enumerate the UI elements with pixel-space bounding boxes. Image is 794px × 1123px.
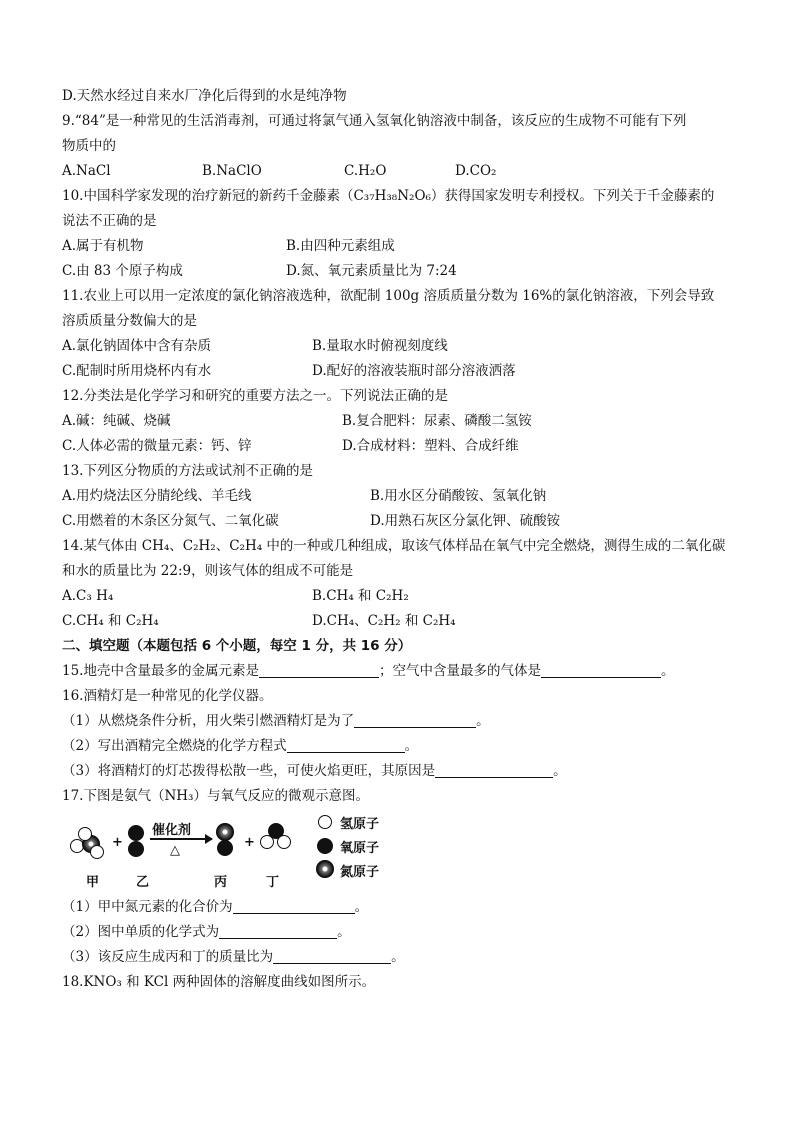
q15-text-a: 15.地壳中含量最多的金属元素是 [62, 663, 259, 679]
q14-option-c[interactable]: C.CH₄ 和 C₂H₄ [62, 613, 159, 629]
hydrogen-atom [277, 835, 291, 849]
legend-oxygen-icon [317, 838, 333, 854]
q11-option-b[interactable]: B.量取水时俯视刻度线 [312, 338, 448, 354]
period: 。 [476, 713, 490, 729]
reaction-diagram [62, 813, 742, 893]
label-ding: 丁 [266, 875, 280, 890]
q13-options-ab [62, 484, 742, 509]
q13-option-a[interactable]: A.用灼烧法区分腈纶线、羊毛线 [62, 488, 252, 504]
q14-text-cont: 和水的质量比为 22:9，则该气体的组成不可能是 [62, 563, 354, 579]
hydrogen-atom [90, 845, 104, 859]
q17-1 [62, 895, 742, 920]
q14-option-b[interactable]: B.CH₄ 和 C₂H₂ [312, 588, 409, 604]
q11-text-cont: 溶质质量分数偏大的是 [62, 313, 197, 329]
q14-option-d[interactable]: D.CH₄、C₂H₂ 和 C₂H₄ [312, 613, 456, 629]
q9-text-cont: 物质中的 [62, 138, 116, 154]
period: 。 [553, 763, 567, 779]
q15-blank-2[interactable] [541, 662, 661, 678]
exam-page [62, 84, 742, 995]
q18-text: 18.KNO₃ 和 KCl 两种固体的溶解度曲线如图所示。 [62, 974, 376, 990]
hydrogen-atom [260, 835, 274, 849]
q16-2 [62, 734, 742, 759]
q16-1-text: （1）从燃烧条件分析，用火柴引燃酒精灯是为了 [62, 713, 355, 729]
option-d-prev: D.天然水经过自来水厂净化后得到的水是纯净物 [62, 88, 347, 104]
q17-2-text: （2）图中单质的化学式为 [62, 924, 220, 940]
q13-option-b[interactable]: B.用水区分硝酸铵、氢氧化钠 [370, 488, 547, 504]
oxygen-atom [128, 825, 144, 841]
q16-3 [62, 759, 742, 784]
q12-options-cd [62, 434, 742, 459]
q12-text: 12.分类法是化学学习和研究的重要方法之一。下列说法正确的是 [62, 388, 448, 404]
section-2-heading: 二、填空题（本题包括 6 个小题，每空 1 分，共 16 分） [62, 638, 412, 654]
q16-2-blank[interactable] [287, 737, 405, 753]
q13-options-cd [62, 509, 742, 534]
q11-option-a[interactable]: A.氯化钠固体中含有杂质 [62, 338, 212, 354]
q17-1-blank[interactable] [233, 898, 355, 914]
q11-option-c[interactable]: C.配制时所用烧杯内有水 [62, 363, 212, 379]
hydrogen-atom [78, 827, 92, 841]
legend-hydrogen: 氢原子 [340, 817, 380, 832]
q10-option-d[interactable]: D.氮、氧元素质量比为 7:24 [286, 263, 457, 279]
q16-1 [62, 709, 742, 734]
q14-option-a[interactable]: A.C₃ H₄ [62, 588, 114, 604]
q16-2-text: （2）写出酒精完全燃烧的化学方程式 [62, 738, 287, 754]
q17-text: 17.下图是氨气（NH₃）与氧气反应的微观示意图。 [62, 788, 369, 804]
q10-option-b[interactable]: B.由四种元素组成 [286, 238, 395, 254]
q10-option-a[interactable]: A.属于有机物 [62, 238, 144, 254]
oxygen-atom [128, 841, 144, 857]
label-yi: 乙 [136, 875, 150, 890]
label-bing: 丙 [214, 875, 228, 890]
q12-option-c[interactable]: C.人体必需的微量元素：钙、锌 [62, 438, 252, 454]
catalyst-label: 催化剂 [152, 823, 192, 838]
q17-2-blank[interactable] [219, 923, 337, 939]
q12-options-ab [62, 409, 742, 434]
q13-option-c[interactable]: C.用燃着的木条区分氮气、二氧化碳 [62, 513, 279, 529]
q10-text-cont: 说法不正确的是 [62, 213, 157, 229]
period: 。 [391, 949, 405, 965]
q17-2 [62, 920, 742, 945]
heat-symbol: △ [170, 843, 180, 858]
q10-option-c[interactable]: C.由 83 个原子构成 [62, 263, 183, 279]
q16-text: 16.酒精灯是一种常见的化学仪器。 [62, 688, 273, 704]
q17-3 [62, 945, 742, 970]
oxygen-atom [217, 840, 233, 856]
q9-option-a[interactable]: A.NaCl [62, 163, 111, 179]
q11-options-cd [62, 359, 742, 384]
q12-option-b[interactable]: B.复合肥料：尿素、磷酸二氢铵 [342, 413, 532, 429]
q13-option-d[interactable]: D.用熟石灰区分氯化钾、硫酸铵 [370, 513, 561, 529]
q16-3-text: （3）将酒精灯的灯芯拨得松散一些，可使火焰更旺，其原因是 [62, 763, 436, 779]
legend-nitrogen-icon [316, 860, 334, 878]
q16-1-blank[interactable] [354, 712, 476, 728]
q13-text: 13.下列区分物质的方法或试剂不正确的是 [62, 463, 313, 479]
plus-sign: + [112, 835, 123, 850]
q9-text: 9.“84”是一种常见的生活消毒剂，可通过将氯气通入氢氧化钠溶液中制备，该反应的生成物不可能有下列 [62, 113, 687, 129]
q17-3-blank[interactable] [273, 948, 391, 964]
q14-text: 14.某气体由 CH₄、C₂H₂、C₂H₄ 中的一种或几种组成，取该气体样品在氧气中完全燃烧，测得生成的二氧化碳 [62, 538, 726, 554]
period: 。 [337, 924, 351, 940]
q11-options-ab [62, 334, 742, 359]
reaction-arrow [150, 838, 212, 840]
q15-text [62, 659, 742, 684]
q10-options-ab [62, 234, 742, 259]
q9-option-c[interactable]: C.H₂O [344, 163, 387, 179]
q11-option-d[interactable]: D.配好的溶液装瓶时部分溶液洒落 [312, 363, 516, 379]
label-jia: 甲 [86, 875, 100, 890]
legend-oxygen: 氧原子 [340, 841, 380, 856]
plus-sign: + [244, 835, 255, 850]
q10-options-cd [62, 259, 742, 284]
q15-text-c: 。 [660, 663, 675, 679]
q15-blank-1[interactable] [259, 662, 379, 678]
period: 。 [404, 738, 419, 754]
legend-hydrogen-icon [318, 815, 332, 829]
q15-text-b: ；空气中含量最多的气体是 [378, 663, 541, 679]
q12-option-d[interactable]: D.合成材料：塑料、合成纤维 [342, 438, 519, 454]
legend-nitrogen: 氮原子 [340, 865, 380, 880]
period: 。 [354, 899, 369, 915]
q10-text: 10.中国科学家发现的治疗新冠的新药千金藤素（C₃₇H₃₈N₂O₆）获得国家发明专利授权。下列关于千金藤素的 [62, 188, 715, 204]
q17-1-text: （1）甲中氮元素的化合价为 [62, 899, 233, 915]
q16-3-blank[interactable] [435, 762, 553, 778]
q9-option-b[interactable]: B.NaClO [202, 163, 262, 179]
q11-text: 11.农业上可以用一定浓度的氯化钠溶液选种，欲配制 100g 溶质质量分数为 16%的氯化钠溶液，下列会导致 [62, 288, 715, 304]
q9-option-d[interactable]: D.CO₂ [455, 163, 497, 179]
q9-options [62, 159, 742, 184]
q14-options-ab [62, 584, 742, 609]
q12-option-a[interactable]: A.碱：纯碱、烧碱 [62, 413, 171, 429]
q17-3-text: （3）该反应生成丙和丁的质量比为 [62, 949, 274, 965]
q14-options-cd [62, 609, 742, 634]
nitrogen-atom [216, 823, 234, 841]
